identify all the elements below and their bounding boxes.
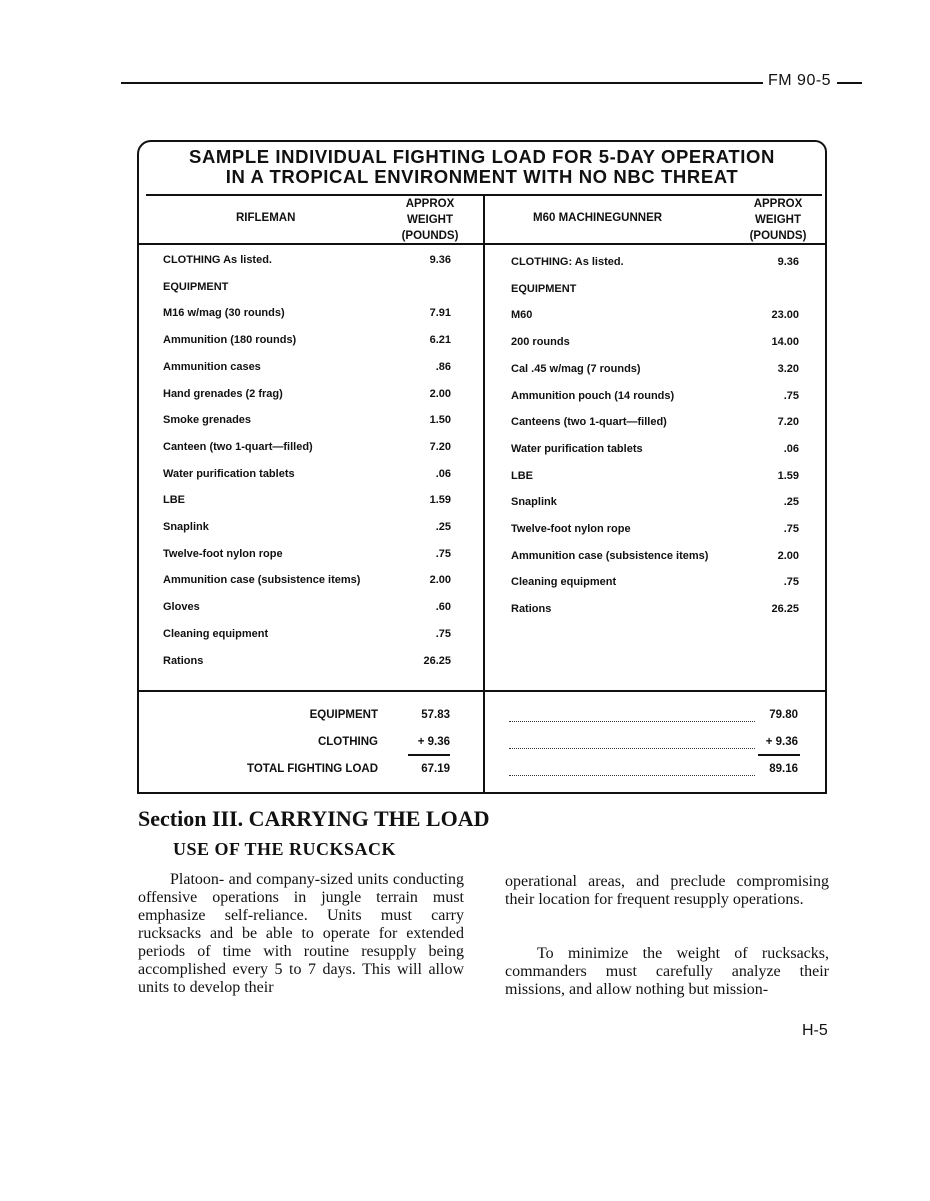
item-weight: 7.20 bbox=[429, 440, 451, 453]
item-label: LBE bbox=[163, 494, 185, 507]
item-weight: 9.36 bbox=[429, 254, 451, 266]
item-label: Ammunition pouch (14 rounds) bbox=[511, 389, 675, 402]
item-label: Snaplink bbox=[511, 496, 557, 509]
item-label: Gloves bbox=[163, 601, 200, 614]
table-divider bbox=[139, 243, 825, 245]
item-label: Water purification tablets bbox=[163, 467, 295, 480]
item-weight: 23.00 bbox=[771, 309, 799, 322]
table-title-line-2: IN A TROPICAL ENVIRONMENT WITH NO NBC THREAT bbox=[225, 166, 739, 187]
item-label: Ammunition cases bbox=[163, 360, 261, 373]
weight-column-header bbox=[742, 196, 814, 244]
page-number: H-5 bbox=[802, 1022, 828, 1039]
item-weight: .75 bbox=[435, 547, 451, 560]
leader-dots bbox=[509, 767, 755, 776]
subsection-heading: USE OF THE RUCKSACK bbox=[173, 839, 397, 859]
item-weight: 1.59 bbox=[777, 469, 799, 482]
body-paragraph-left: Platoon- and company-sized units conducting offensive operations in jungle terrain must emphasize self-reliance. Units must carry rucksacks and be able to operate for extended periods of time with routine resupply being accomplished every 5 to 7 days. This will allow units to develop their bbox=[138, 871, 464, 996]
item-label: Ammunition (180 rounds) bbox=[163, 334, 297, 347]
item-label: LBE bbox=[511, 469, 533, 482]
column-divider bbox=[483, 194, 485, 792]
item-label: Cleaning equipment bbox=[511, 576, 617, 589]
weight-header-line: (POUNDS) bbox=[749, 230, 807, 242]
rifleman-total-equipment: 57.83 bbox=[421, 709, 450, 721]
item-label: Ammunition case (subsistence items) bbox=[511, 549, 709, 562]
item-weight: 3.20 bbox=[777, 362, 799, 375]
item-weight: .75 bbox=[783, 576, 799, 589]
item-label: EQUIPMENT bbox=[163, 280, 229, 293]
item-weight: .06 bbox=[435, 467, 451, 480]
item-weight: 2.00 bbox=[777, 549, 799, 562]
item-label: Twelve-foot nylon rope bbox=[511, 523, 631, 535]
item-weight: 26.25 bbox=[423, 654, 451, 667]
total-label-clothing: CLOTHING bbox=[317, 736, 378, 748]
item-label: Ammunition case (subsistence items) bbox=[163, 574, 361, 587]
weight-header-line: (POUNDS) bbox=[401, 230, 459, 242]
item-weight: 1.59 bbox=[429, 494, 451, 507]
item-weight: 1.50 bbox=[429, 414, 451, 427]
item-weight: 6.21 bbox=[429, 334, 451, 347]
item-label: 200 rounds bbox=[511, 336, 570, 349]
leader-dots bbox=[509, 713, 755, 722]
gunner-total-equipment: 79.80 bbox=[769, 709, 798, 721]
weight-header-line: WEIGHT bbox=[755, 214, 801, 226]
item-label: Snaplink bbox=[163, 521, 209, 533]
item-label: Hand grenades (2 frag) bbox=[163, 387, 283, 400]
weight-header-line: APPROX bbox=[753, 198, 803, 210]
table-title-line-1: SAMPLE INDIVIDUAL FIGHTING LOAD FOR 5-DAY OPERATION bbox=[189, 146, 775, 167]
item-weight: .25 bbox=[783, 496, 799, 509]
item-weight: 14.00 bbox=[771, 336, 799, 349]
item-label: Rations bbox=[163, 654, 204, 667]
item-weight: 2.00 bbox=[429, 387, 451, 400]
leader-dots bbox=[509, 740, 755, 749]
sum-underline bbox=[758, 754, 800, 756]
table-divider bbox=[139, 690, 825, 692]
item-label: CLOTHING: As listed. bbox=[511, 256, 624, 268]
item-label: Cleaning equipment bbox=[163, 627, 269, 640]
item-weight: 2.00 bbox=[429, 574, 451, 587]
item-weight: .75 bbox=[435, 627, 451, 640]
item-label: CLOTHING As listed. bbox=[163, 254, 272, 266]
item-weight: .86 bbox=[435, 360, 451, 373]
item-weight: .75 bbox=[783, 523, 799, 535]
item-label: Canteen (two 1-quart—filled) bbox=[163, 440, 313, 453]
item-label: Smoke grenades bbox=[163, 414, 252, 427]
item-weight: 26.25 bbox=[771, 603, 799, 616]
item-label: Twelve-foot nylon rope bbox=[163, 547, 283, 560]
header-rule-right bbox=[837, 82, 862, 84]
rifleman-column-header: RIFLEMAN bbox=[236, 212, 296, 224]
item-label: Cal .45 w/mag (7 rounds) bbox=[511, 362, 641, 375]
item-label: EQUIPMENT bbox=[511, 282, 577, 295]
item-weight: .25 bbox=[435, 521, 451, 533]
sum-underline bbox=[408, 754, 450, 756]
weight-column-header bbox=[394, 196, 466, 244]
total-label-total: TOTAL FIGHTING LOAD bbox=[247, 763, 378, 775]
item-weight: .60 bbox=[435, 601, 451, 614]
weight-header-line: WEIGHT bbox=[407, 214, 453, 226]
item-label: M16 w/mag (30 rounds) bbox=[163, 307, 285, 320]
item-weight: .06 bbox=[783, 442, 799, 455]
gunner-total-clothing: + 9.36 bbox=[765, 736, 798, 748]
item-label: Water purification tablets bbox=[511, 442, 643, 455]
item-weight: 9.36 bbox=[777, 256, 799, 268]
item-weight: .75 bbox=[783, 389, 799, 402]
total-label-equipment: EQUIPMENT bbox=[309, 709, 378, 721]
section-heading: Section III. CARRYING THE LOAD bbox=[138, 806, 490, 831]
gunner-total-load: 89.16 bbox=[769, 763, 798, 775]
body-paragraph-right-1: operational areas, and preclude compromising their location for frequent resupply operations. bbox=[505, 873, 829, 908]
header-rule bbox=[121, 82, 763, 84]
manual-number: FM 90-5 bbox=[768, 72, 832, 89]
item-label: Canteens (two 1-quart—filled) bbox=[511, 416, 667, 429]
item-weight: 7.91 bbox=[429, 307, 451, 320]
rifleman-total-load: 67.19 bbox=[421, 763, 450, 775]
item-label: Rations bbox=[511, 603, 552, 616]
item-label: M60 bbox=[511, 309, 533, 322]
item-weight: 7.20 bbox=[777, 416, 799, 429]
weight-header-line: APPROX bbox=[405, 198, 455, 210]
rifleman-total-clothing: + 9.36 bbox=[417, 736, 450, 748]
body-paragraph-right-2: To minimize the weight of rucksacks, commanders must carefully analyze their missions, and allow nothing but mission- bbox=[505, 945, 829, 998]
gunner-column-header: M60 MACHINEGUNNER bbox=[533, 212, 663, 224]
